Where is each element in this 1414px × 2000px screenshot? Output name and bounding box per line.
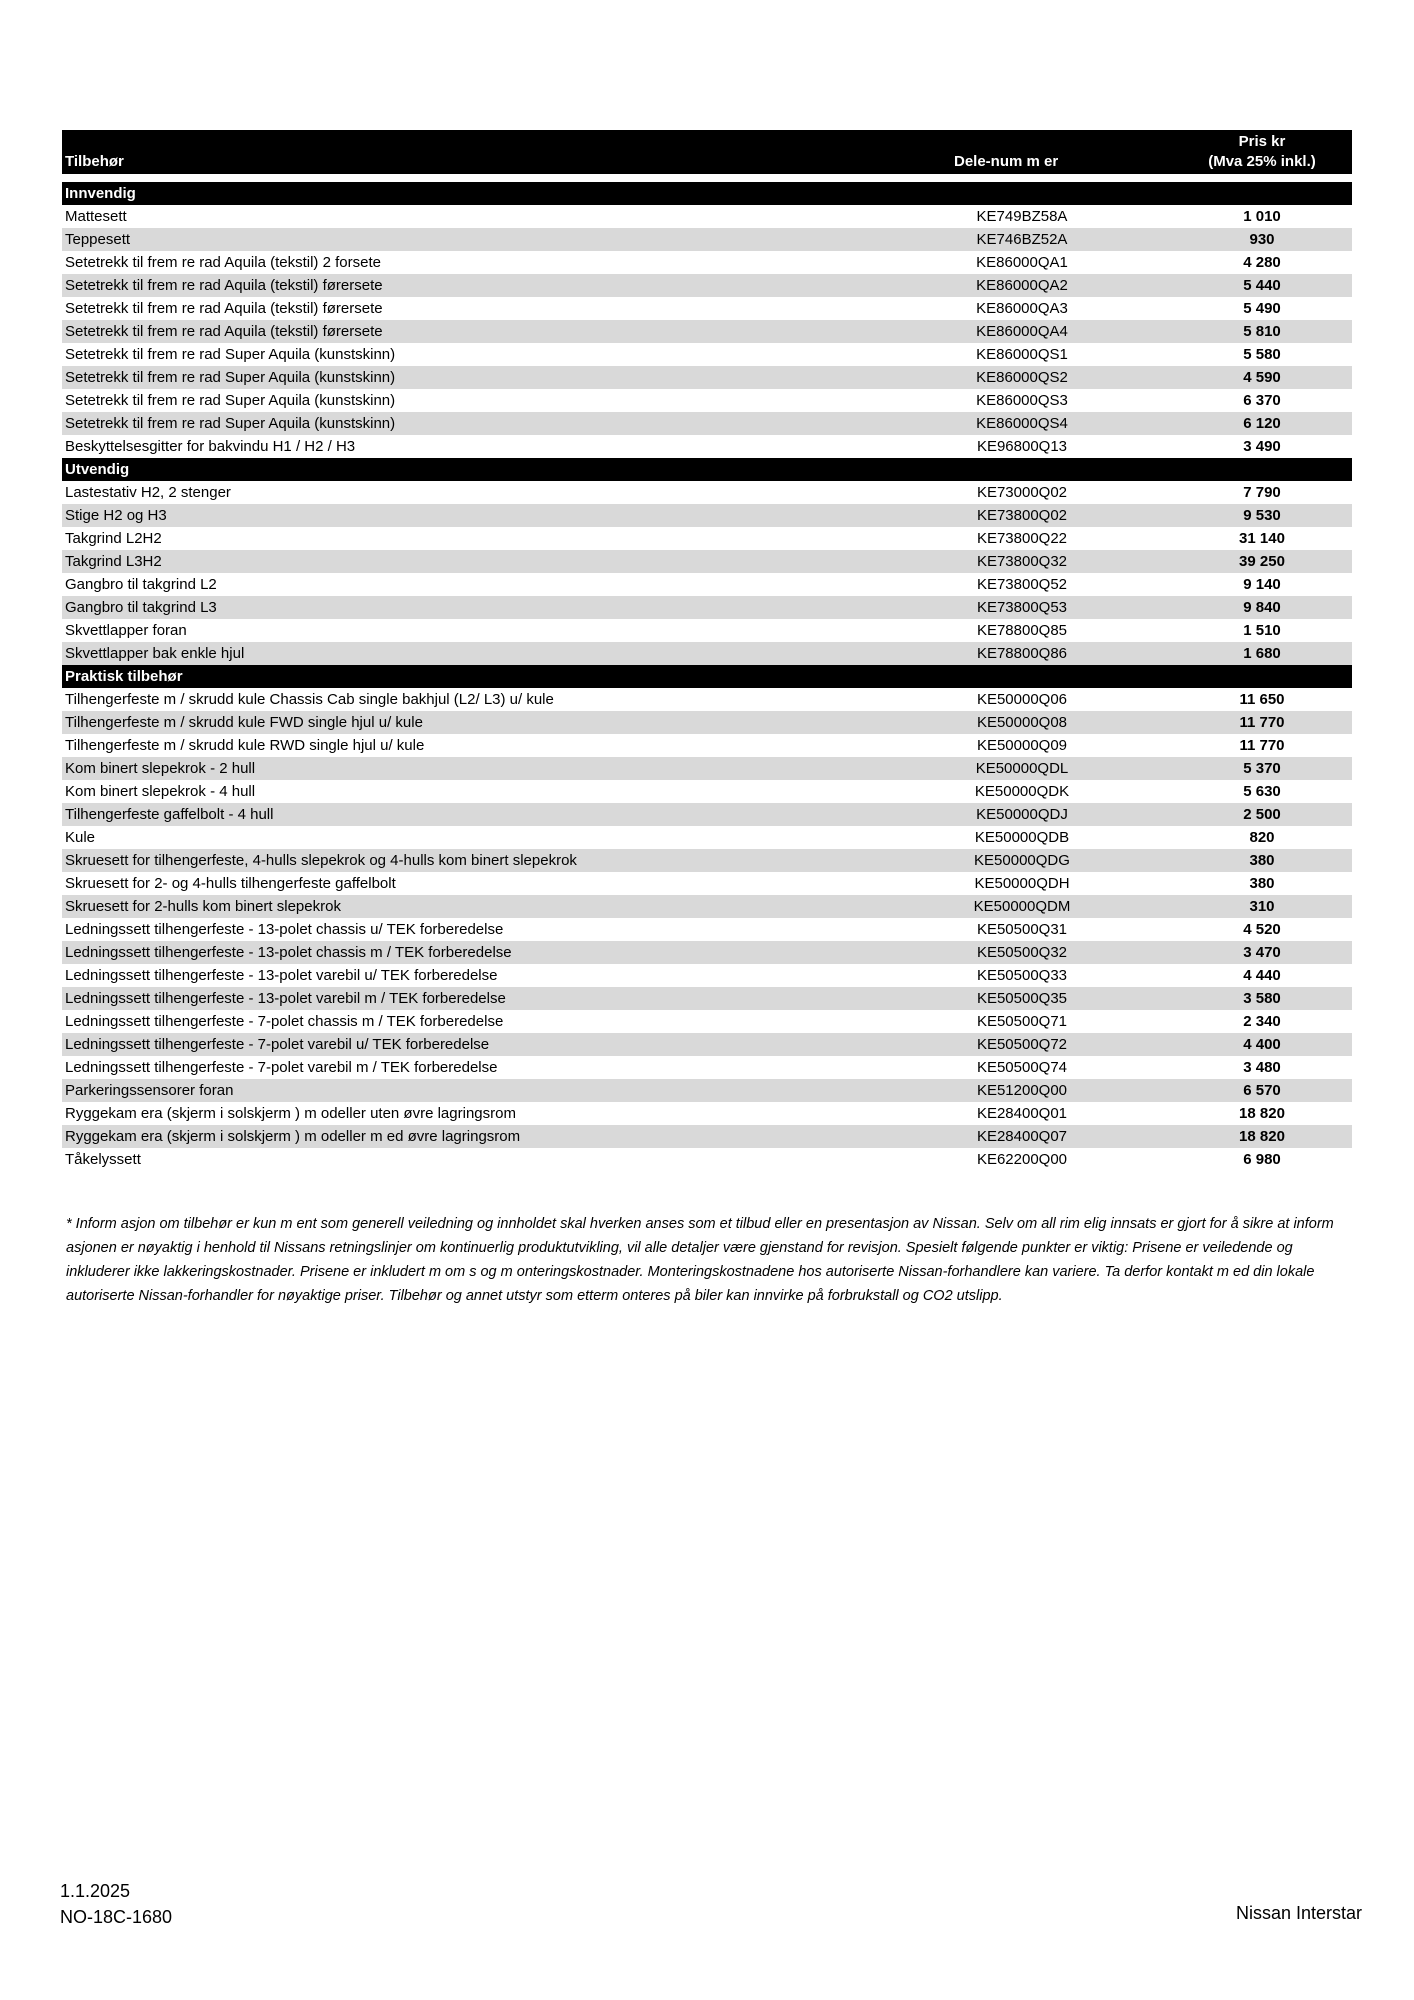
item-name: Kule [65,829,96,846]
table-body [62,182,1352,1171]
disclaimer: * Inform asjon om tilbehør er kun m ent som generell veiledning og innholdet skal hverken anses som et tilbud eller en presentasjon av Nissan. Selv om all rim elig innsats er gjort for å sikre at inform asjonen er nøyaktig i henhold til Nissans retningslinjer om kontinuerlig produktutvikling, vil alle detaljer være gjenstand for revisjon. Spesielt følgende punkter er viktig: Prisene er veiledende og inkluderer ikke lakkeringskostnader. Prisene er inkludert m om s og m onteringskostnader. Monteringskostnadene hos autoriserte Nissan-forhandlere kan variere. Ta derfor kontakt m ed din lokale autoriserte Nissan-forhandler for nøyaktige priser. Tilbehør og annet utstyr som etterm onteres på biler kan innvirke på forbrukstall og CO2 utslipp. [66,1216,1334,1304]
table-row [62,481,1352,504]
item-name: Setetrekk til frem re rad Super Aquila (kunstskinn) [65,392,396,409]
table-row [62,1148,1352,1171]
item-name: Stige H2 og H3 [65,507,167,524]
footer-date: 1.1.2025 [60,1881,131,1901]
price: 820 [1249,829,1275,846]
part-number: KE86000QA3 [976,300,1068,317]
item-name: Ledningssett tilhengerfeste - 7-polet chassis m / TEK forberedelse [65,1013,504,1030]
part-number: KE50500Q35 [976,990,1068,1007]
part-number: KE50500Q32 [976,944,1068,961]
item-name: Skruesett for 2-hulls kom binert slepekrok [65,898,341,915]
part-number: KE73800Q32 [976,553,1068,570]
price: 6 570 [1243,1082,1281,1099]
part-number: KE86000QS3 [976,392,1068,409]
item-name: Setetrekk til frem re rad Super Aquila (kunstskinn) [65,415,396,432]
header-item: Tilbehør [65,153,124,170]
price: 9 530 [1243,507,1281,524]
header-price-line2: (Mva 25% inkl.) [1208,153,1316,170]
table-row [62,596,1352,619]
part-number: KE86000QS2 [976,369,1068,386]
table-row [62,711,1352,734]
section-header: Innvendig [62,182,1352,205]
price: 9 140 [1243,576,1281,593]
part-number: KE86000QA4 [976,323,1068,340]
price: 380 [1249,875,1275,892]
table-row [62,941,1352,964]
price: 6 370 [1243,392,1281,409]
price: 380 [1249,852,1275,869]
table-row [62,573,1352,596]
footer-code: NO-18C-1680 [60,1907,173,1927]
part-number: KE73800Q02 [976,507,1068,524]
item-name: Teppesett [65,231,131,248]
table-row [62,1033,1352,1056]
part-number: KE50000QDL [975,760,1069,777]
part-number: KE50500Q72 [976,1036,1068,1053]
part-number: KE50500Q33 [976,967,1068,984]
table-row [62,918,1352,941]
item-name: Kom binert slepekrok - 2 hull [65,760,256,777]
table-row [62,1102,1352,1125]
table-row [62,274,1352,297]
price: 1 010 [1243,208,1281,225]
part-number: KE62200Q00 [976,1151,1068,1168]
part-number: KE78800Q85 [976,622,1068,639]
item-name: Beskyttelsesgitter for bakvindu H1 / H2 / H3 [65,438,356,455]
price: 5 580 [1243,346,1281,363]
price: 2 340 [1243,1013,1281,1030]
table-row [62,550,1352,573]
item-name: Tilhengerfeste m / skrudd kule RWD single hjul u/ kule [65,737,425,754]
part-number: KE50000QDM [973,898,1071,915]
table-row [62,688,1352,711]
part-number: KE50000QDG [974,852,1070,869]
item-name: Ledningssett tilhengerfeste - 13-polet varebil u/ TEK forberedelse [65,967,498,984]
price: 18 820 [1239,1128,1285,1145]
table-row [62,1056,1352,1079]
price: 930 [1249,231,1275,248]
item-name: Setetrekk til frem re rad Super Aquila (kunstskinn) [65,369,396,386]
table-row [62,849,1352,872]
item-name: Setetrekk til frem re rad Aquila (tekstil) førersete [65,277,383,294]
item-name: Setetrekk til frem re rad Super Aquila (kunstskinn) [65,346,396,363]
part-number: KE73000Q02 [976,484,1068,501]
item-name: Takgrind L2H2 [65,530,162,547]
part-number: KE50500Q71 [976,1013,1068,1030]
item-name: Tåkelyssett [65,1151,141,1168]
part-number: KE28400Q07 [976,1128,1068,1145]
item-name: Lastestativ H2, 2 stenger [65,484,231,501]
table-row [62,964,1352,987]
item-name: Parkeringssensorer foran [65,1082,234,1099]
part-number: KE50000QDJ [976,806,1068,823]
item-name: Tilhengerfeste m / skrudd kule FWD single hjul u/ kule [65,714,423,731]
table-row [62,527,1352,550]
part-number: KE50000Q08 [976,714,1068,731]
table-row [62,642,1352,665]
part-number: KE50000QDB [974,829,1070,846]
price: 1 510 [1243,622,1281,639]
part-number: KE50000Q09 [976,737,1068,754]
item-name: Takgrind L3H2 [65,553,162,570]
item-name: Setetrekk til frem re rad Aquila (tekstil) førersete [65,300,383,317]
table-header [62,130,1352,174]
item-name: Ledningssett tilhengerfeste - 7-polet varebil u/ TEK forberedelse [65,1036,490,1053]
part-number: KE73800Q53 [976,599,1068,616]
price: 6 980 [1243,1151,1281,1168]
footer-left [60,1878,172,1930]
price: 310 [1249,898,1275,915]
price: 3 580 [1243,990,1281,1007]
price: 7 790 [1243,484,1281,501]
table-row [62,1079,1352,1102]
table-row [62,619,1352,642]
price: 4 520 [1243,921,1281,938]
item-name: Gangbro til takgrind L2 [65,576,217,593]
table-row [62,987,1352,1010]
table-row [62,780,1352,803]
part-number: KE86000QS1 [976,346,1068,363]
price: 5 370 [1243,760,1281,777]
table-row [62,895,1352,918]
item-name: Skvettlapper bak enkle hjul [65,645,245,662]
price: 9 840 [1243,599,1281,616]
table-row [62,1125,1352,1148]
item-name: Tilhengerfeste gaffelbolt - 4 hull [65,806,274,823]
price: 6 120 [1243,415,1281,432]
part-number: KE51200Q00 [976,1082,1068,1099]
price: 39 250 [1239,553,1285,570]
price: 31 140 [1239,530,1285,547]
table-row [62,366,1352,389]
price: 3 470 [1243,944,1281,961]
part-number: KE86000QA2 [976,277,1068,294]
table-row [62,435,1352,458]
price: 3 480 [1243,1059,1281,1076]
price: 4 590 [1243,369,1281,386]
part-number: KE50500Q74 [976,1059,1068,1076]
price: 11 770 [1239,714,1285,731]
table-row [62,826,1352,849]
price: 18 820 [1239,1105,1285,1122]
table-row [62,803,1352,826]
item-name: Ryggekam era (skjerm i solskjerm ) m odeller m ed øvre lagringsrom [65,1128,521,1145]
table-row [62,228,1352,251]
section-header: Praktisk tilbehør [62,665,1352,688]
price: 2 500 [1243,806,1281,823]
item-name: Ledningssett tilhengerfeste - 13-polet chassis u/ TEK forberedelse [65,921,504,938]
header-price-line1: Pris kr [1238,133,1286,150]
part-number: KE28400Q01 [976,1105,1068,1122]
item-name: Skruesett for tilhengerfeste, 4-hulls slepekrok og 4-hulls kom binert slepekrok [65,852,577,869]
table-row [62,205,1352,228]
table-row [62,251,1352,274]
item-name: Ledningssett tilhengerfeste - 13-polet chassis m / TEK forberedelse [65,944,512,961]
part-number: KE50500Q31 [976,921,1068,938]
price: 5 810 [1243,323,1281,340]
price: 1 680 [1243,645,1281,662]
part-number: KE749BZ58A [976,208,1068,225]
header-price [1192,132,1332,172]
item-name: Setetrekk til frem re rad Aquila (tekstil) førersete [65,323,383,340]
item-name: Ledningssett tilhengerfeste - 13-polet varebil m / TEK forberedelse [65,990,506,1007]
item-name: Ryggekam era (skjerm i solskjerm ) m odeller uten øvre lagringsrom [65,1105,516,1122]
table-row [62,734,1352,757]
section-header: Utvendig [62,458,1352,481]
table-row [62,343,1352,366]
item-name: Skvettlapper foran [65,622,187,639]
part-number: KE86000QA1 [976,254,1068,271]
price: 4 400 [1243,1036,1281,1053]
item-name: Tilhengerfeste m / skrudd kule Chassis Cab single bakhjul (L2/ L3) u/ kule [65,691,554,708]
part-number: KE78800Q86 [976,645,1068,662]
item-name: Kom binert slepekrok - 4 hull [65,783,256,800]
item-name: Ledningssett tilhengerfeste - 7-polet varebil m / TEK forberedelse [65,1059,498,1076]
part-number: KE50000Q06 [976,691,1068,708]
item-name: Skruesett for 2- og 4-hulls tilhengerfeste gaffelbolt [65,875,396,892]
part-number: KE73800Q52 [976,576,1068,593]
header-part-number: Dele-num m er [954,153,1059,170]
price: 3 490 [1243,438,1281,455]
price: 5 630 [1243,783,1281,800]
price: 5 440 [1243,277,1281,294]
part-number: KE73800Q22 [976,530,1068,547]
table-row [62,412,1352,435]
item-name: Mattesett [65,208,127,225]
price: 4 440 [1243,967,1281,984]
table-row [62,297,1352,320]
price: 5 490 [1243,300,1281,317]
table-row [62,320,1352,343]
part-number: KE96800Q13 [976,438,1068,455]
price: 11 650 [1239,691,1285,708]
part-number: KE50000QDH [974,875,1070,892]
table-row [62,389,1352,412]
price: 11 770 [1239,737,1285,754]
part-number: KE86000QS4 [976,415,1068,432]
table-row [62,1010,1352,1033]
price: 4 280 [1243,254,1281,271]
item-name: Setetrekk til frem re rad Aquila (tekstil) 2 forsete [65,254,381,271]
item-name: Gangbro til takgrind L3 [65,599,217,616]
footer-model: Nissan Interstar [1235,1903,1362,1923]
table-row [62,757,1352,780]
table-row [62,872,1352,895]
accessories-table [62,130,1352,1171]
part-number: KE50000QDK [974,783,1070,800]
table-row [62,504,1352,527]
part-number: KE746BZ52A [976,231,1068,248]
